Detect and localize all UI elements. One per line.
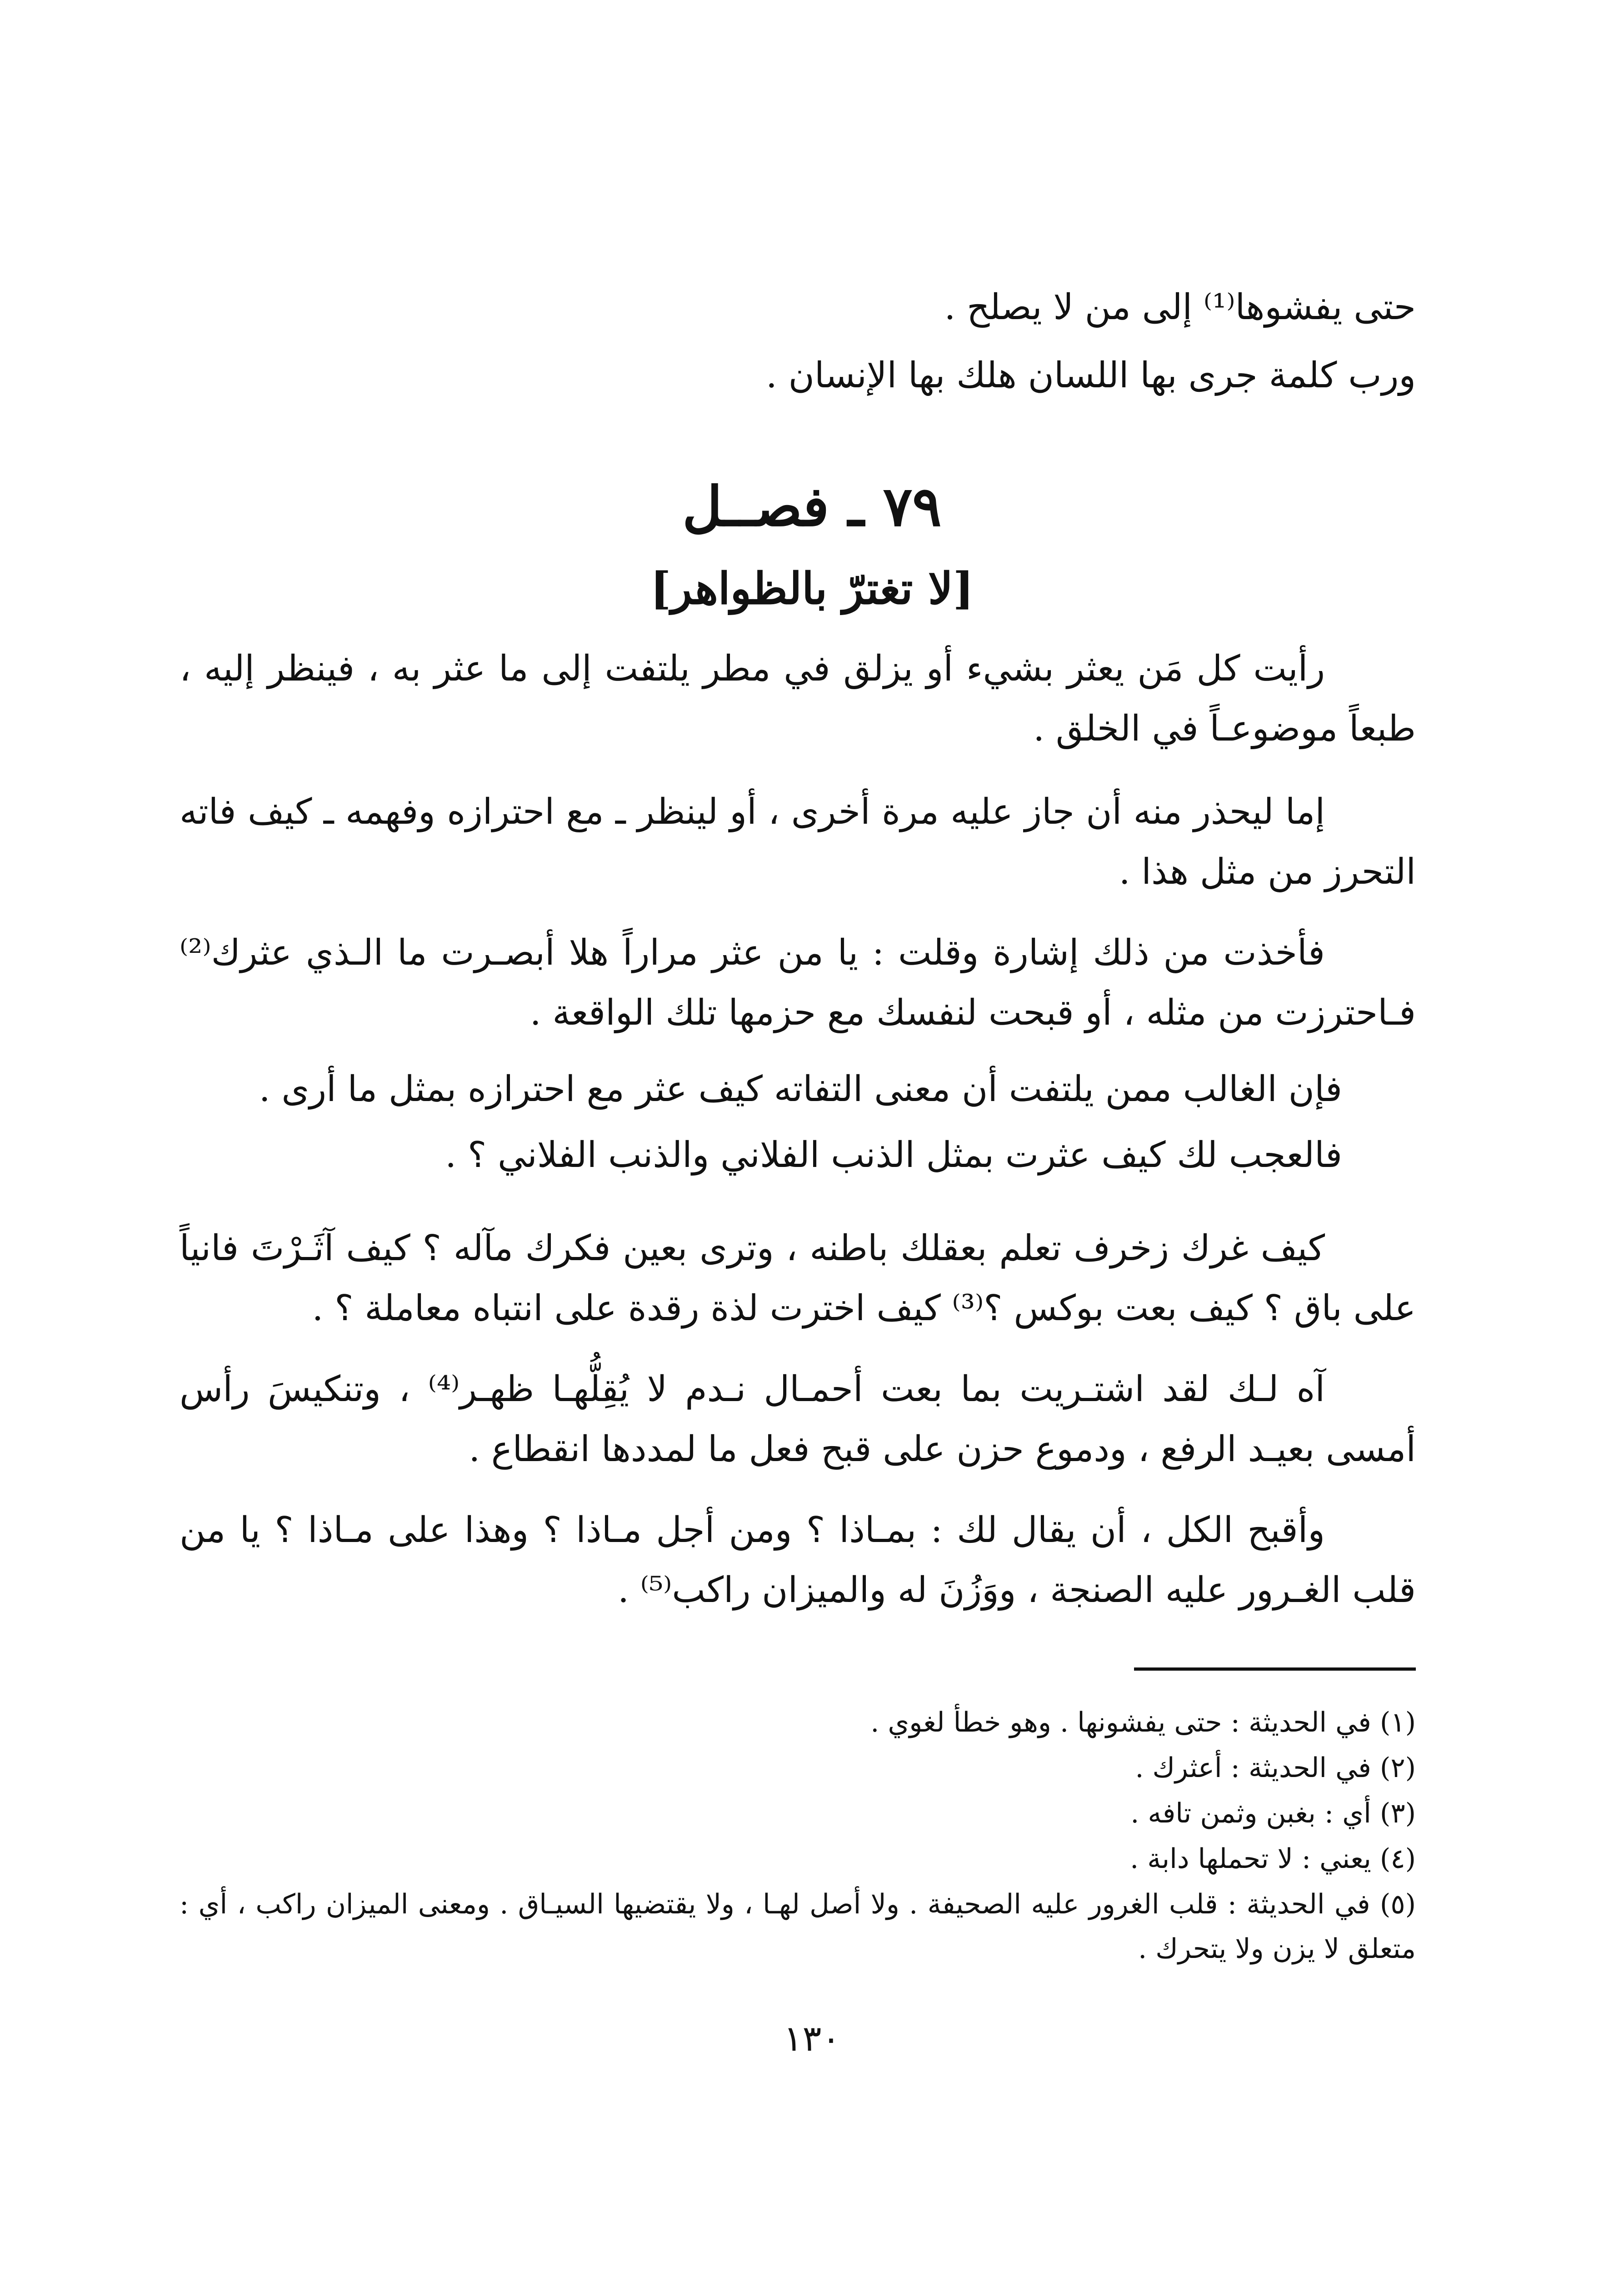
chapter-subtitle: [لا تغترّ بالظواهر]	[650, 563, 974, 614]
paragraph-3: فأخذت من ذلك إشارة وقلت : يا من عثر مراراً هلا أبصـرت ما الـذي عثرك⁽²⁾ فـاحترزت من مثله ، أو قبحت لنفسك مع حزمها تلك الواقعة .	[180, 932, 1416, 1033]
footnote-1: (١) في الحديثة : حتى يفشونها . وهو خطأ لغوي .	[870, 1707, 1416, 1738]
paragraph-7: آه لـك لقد اشتـريت بما بعت أحمـال نـدم لا يُقِلُّهـا ظهـر⁽⁴⁾ ، وتنكيسَ رأس أمسى بعيـد الرفع ، ودموع حزن على قبح فعل ما لمددها انقطاع .	[180, 1369, 1416, 1470]
paragraph-2: إما ليحذر منه أن جاز عليه مرة أخرى ، أو لينظر ـ مع احترازه وفهمه ـ كيف فاته التحرز من مثل هذا .	[180, 791, 1416, 892]
paragraph-1: رأيت كل مَن يعثر بشيء أو يزلق في مطر يلتفت إلى ما عثر به ، فينظر إليه ، طبعاً موضوعـاً في الخلق .	[180, 648, 1416, 749]
footnote-separator	[1134, 1667, 1416, 1671]
paragraph-4: فإن الغالب ممن يلتفت أن معنى التفاته كيف عثر مع احترازه بمثل ما أرى .	[259, 1069, 1342, 1110]
chapter-title: ٧٩ ـ فصــل	[682, 475, 942, 539]
paragraph-5: فالعجب لك كيف عثرت بمثل الذنب الفلاني والذنب الفلاني ؟ .	[445, 1135, 1342, 1176]
page-number: ١٣٠	[783, 2018, 841, 2059]
footnote-2: (٢) في الحديثة : أعثرك .	[1135, 1752, 1416, 1784]
footnote-4: (٤) يعني : لا تحملها دابة .	[1130, 1843, 1416, 1875]
paragraph-8: وأقبح الكل ، أن يقال لك : بمـاذا ؟ ومن أجل مـاذا ؟ وهذا على مـاذا ؟ يا من قلب الغـرور عليه الصنجة ، ووَزُنَ له والميزان راكب⁽⁵⁾ .	[180, 1510, 1416, 1611]
footnote-5: (٥) في الحديثة : قلب الغرور عليه الصحيفة . ولا أصل لهـا ، ولا يقتضيها السيـاق . ومعنى الميزان راكب ، أي : متعلق لا يزن ولا يتحرك .	[180, 1888, 1416, 1965]
continuation-line-2: ورب كلمة جرى بها اللسان هلك بها الإنسان .	[765, 355, 1416, 396]
paragraph-6: كيف غرك زخرف تعلم بعقلك باطنه ، وترى بعين فكرك مآله ؟ كيف آثَـرْتَ فانياً على باق ؟ كيف بعت بوكس ؟⁽³⁾ كيف اخترت لذة رقدة على انتباه معاملة ؟ .	[180, 1228, 1416, 1329]
footnote-3: (٣) أي : بغبن وثمن تافه .	[1130, 1797, 1416, 1829]
continuation-line-1: حتى يفشوها⁽¹⁾ إلى من لا يصلح .	[944, 287, 1416, 328]
